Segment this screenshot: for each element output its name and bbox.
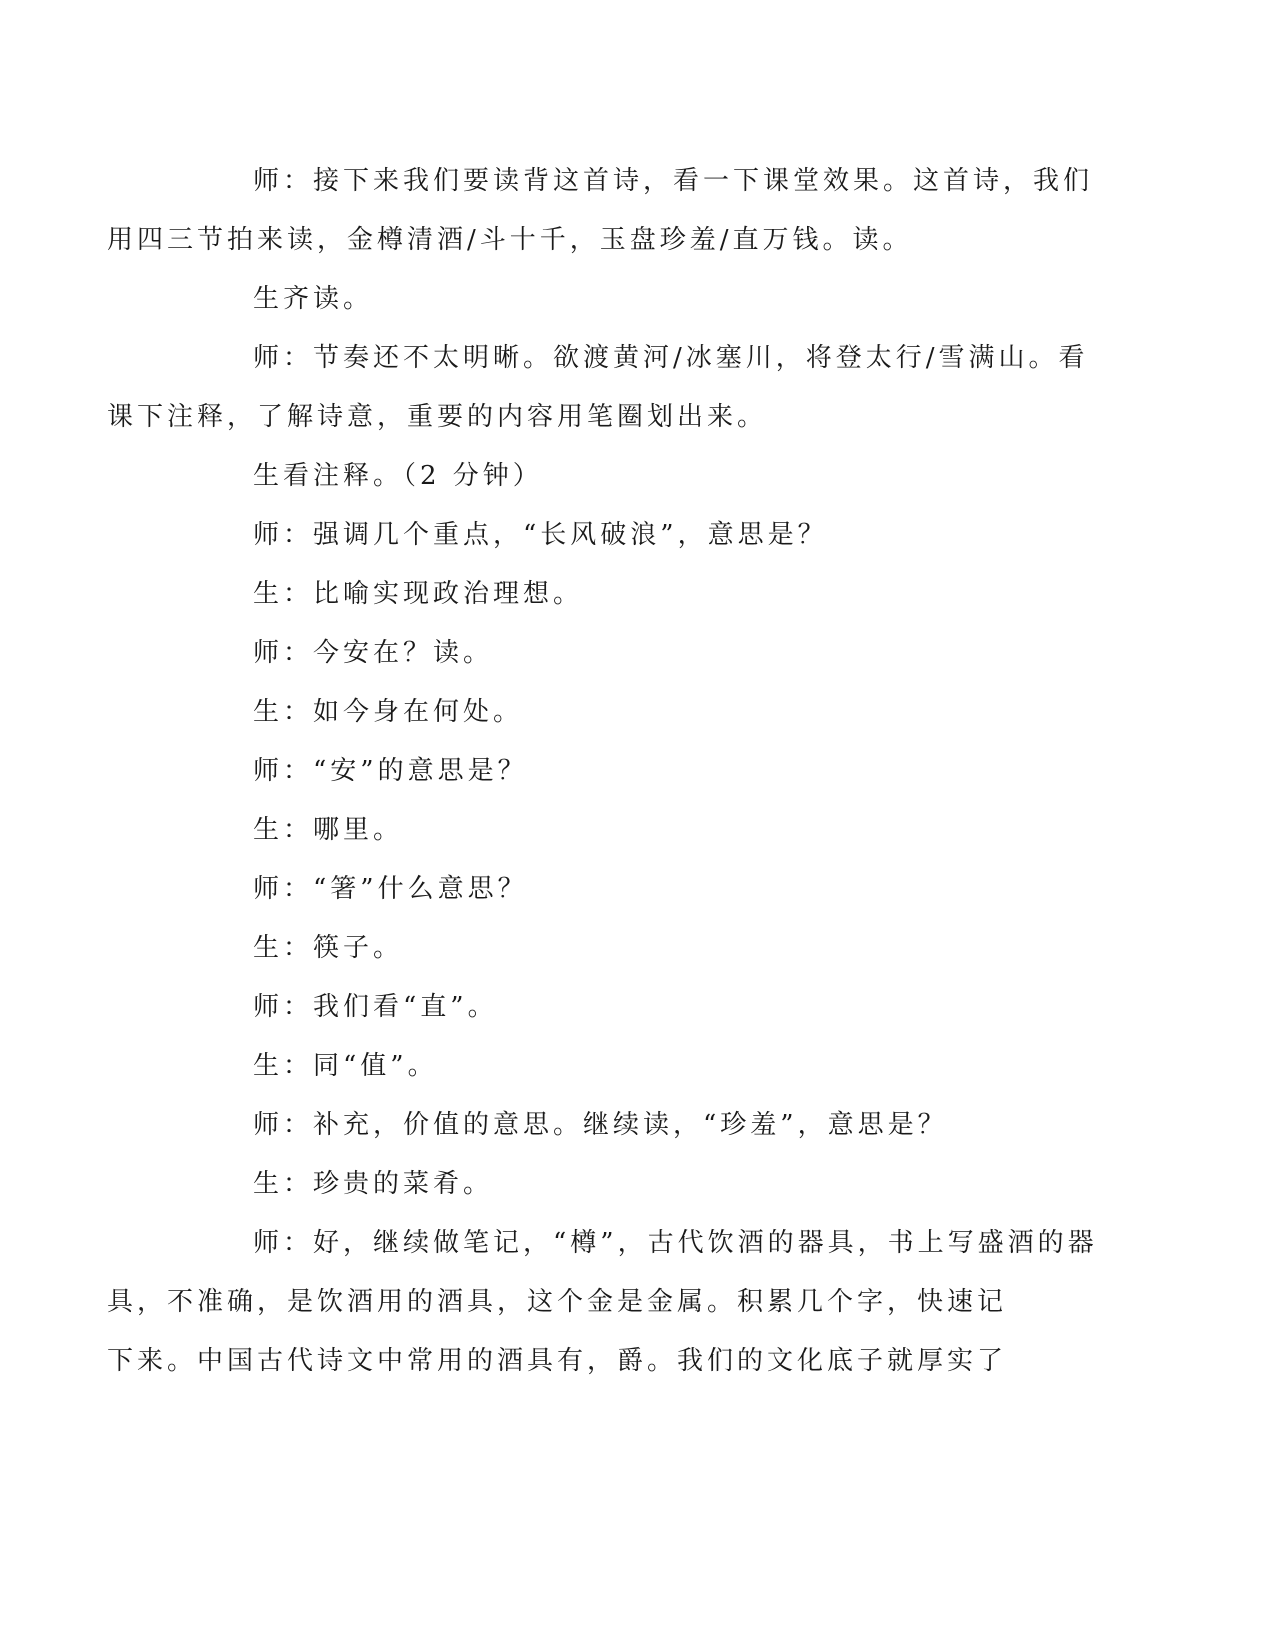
paragraph-student-answer — [180, 801, 1030, 860]
paragraph-teacher-question — [180, 742, 1030, 801]
paragraph-student-answer — [180, 1155, 1030, 1214]
paragraph-teacher-question — [180, 624, 1030, 683]
paragraph-line: 下来。中国古代诗文中常用的酒具有，爵。我们的文化底子就厚实了 — [107, 1346, 1008, 1376]
paragraph-line: 师：接下来我们要读背这首诗，看一下课堂效果。这首诗，我们 — [253, 166, 1094, 196]
paragraph-line: 师：补充，价值的意思。继续读，“珍羞”，意思是？ — [253, 1110, 948, 1140]
paragraph-line: 师：今安在？读。 — [253, 638, 494, 668]
paragraph-line: 生：哪里。 — [253, 815, 404, 845]
paragraph-student-answer — [180, 919, 1030, 978]
paragraph-line: 生看注释。（2 分钟） — [253, 461, 543, 491]
paragraph-teacher-notes-vessels — [107, 1214, 1098, 1391]
paragraph-teacher-question — [180, 506, 1030, 565]
paragraph-line: 师：“安”的意思是？ — [253, 756, 528, 786]
paragraph-line: 师：强调几个重点，“长风破浪”，意思是？ — [253, 520, 828, 550]
paragraph-student-answer — [180, 683, 1030, 742]
paragraph-teacher-question — [180, 978, 1030, 1037]
paragraph-line: 用四三节拍来读，金樽清酒/斗十千，玉盘珍羞/直万钱。读。 — [107, 225, 913, 255]
paragraph-line: 具，不准确，是饮酒用的酒具，这个金是金属。积累几个字，快速记 — [107, 1287, 1008, 1317]
paragraph-line: 师：节奏还不太明晰。欲渡黄河/冰塞川，将登太行/雪满山。看 — [253, 343, 1089, 373]
paragraph-line: 课下注释，了解诗意，重要的内容用笔圈划出来。 — [107, 402, 768, 432]
paragraph-student-answer — [180, 1037, 1030, 1096]
paragraph-line: 生：比喻实现政治理想。 — [253, 579, 584, 609]
paragraph-line: 师：“箸”什么意思？ — [253, 874, 528, 904]
paragraph-line: 生：珍贵的菜肴。 — [253, 1169, 494, 1199]
document-body — [107, 152, 1098, 1391]
paragraph-teacher-rhythm-notes — [107, 329, 1089, 447]
paragraph-line: 生：如今身在何处。 — [253, 697, 524, 727]
paragraph-student-answer — [180, 565, 1030, 624]
paragraph-line: 师：我们看“直”。 — [253, 992, 498, 1022]
paragraph-line: 师：好，继续做笔记，“樽”，古代饮酒的器具，书上写盛酒的器 — [253, 1228, 1098, 1258]
paragraph-line: 生：筷子。 — [253, 933, 404, 963]
paragraph-teacher-question — [180, 1096, 1030, 1155]
paragraph-students-read — [180, 270, 1030, 329]
paragraph-students-notes — [180, 447, 1030, 506]
paragraph-teacher-question — [180, 860, 1030, 919]
paragraph-line: 生齐读。 — [253, 284, 374, 314]
paragraph-line: 生：同“值”。 — [253, 1051, 438, 1081]
paragraph-teacher-reading-rhythm — [107, 152, 1094, 270]
